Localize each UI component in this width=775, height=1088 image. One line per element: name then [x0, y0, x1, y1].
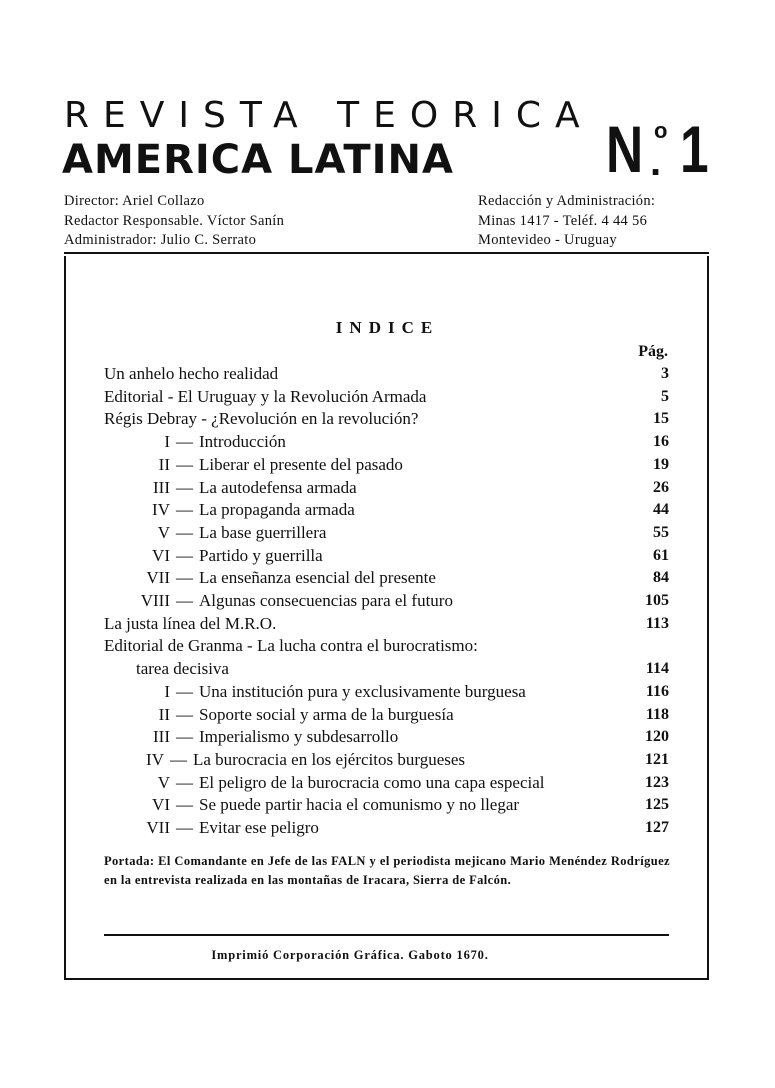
- toc-entry: [104, 704, 669, 727]
- toc-entry: [104, 454, 669, 477]
- toc-entry-page: 26: [653, 478, 669, 496]
- toc-entry-label: [104, 749, 629, 772]
- masthead-title: AMERICA LATINA: [62, 137, 454, 183]
- toc-entry-dash: —: [176, 477, 193, 497]
- toc-entry: [104, 794, 669, 817]
- toc-entry-title: Régis Debray - ¿Revolución en la revolución?: [104, 409, 419, 429]
- table-of-contents: [104, 363, 669, 840]
- toc-entry-dash: —: [170, 749, 187, 769]
- editor-line: Redactor Responsable. Víctor Sanín: [64, 212, 285, 229]
- toc-entry-page: 113: [645, 614, 669, 632]
- toc-entry-title: Partido y guerrilla: [199, 545, 323, 565]
- toc-entry-title: Liberar el presente del pasado: [199, 454, 403, 474]
- printer-credit: Imprimió Corporación Gráfica. Gaboto 1670.: [211, 948, 489, 962]
- toc-entry-title: Se puede partir hacia el comunismo y no llegar: [199, 795, 520, 815]
- toc-entry: [104, 772, 669, 795]
- toc-entry-numeral: III: [153, 727, 170, 747]
- toc-entry-numeral: II: [158, 454, 170, 474]
- toc-entry-page: 5: [661, 387, 669, 405]
- toc-entry-dash: —: [176, 591, 193, 611]
- issue-prefix: N: [606, 112, 642, 186]
- toc-entry-label: [104, 454, 629, 477]
- toc-entry-numeral: V: [157, 772, 170, 792]
- toc-entry-page: 105: [645, 592, 669, 610]
- toc-entry-page: 55: [653, 523, 669, 541]
- toc-entry-page: 116: [645, 682, 669, 700]
- toc-entry-label: [104, 545, 629, 568]
- toc-entry-label: [104, 386, 629, 409]
- toc-entry-label: [104, 704, 629, 727]
- toc-entry-title-continued: tarea decisiva: [136, 659, 229, 679]
- toc-entry-label: [104, 567, 629, 590]
- toc-entry-label: [104, 613, 629, 636]
- toc-entry: [104, 386, 669, 409]
- toc-entry-page: 120: [645, 728, 669, 746]
- toc-entry-label: [104, 772, 629, 795]
- toc-entry-title: Imperialismo y subdesarrollo: [199, 727, 399, 747]
- toc-entry-title: La autodefensa armada: [199, 477, 357, 497]
- toc-entry-page: 127: [645, 819, 669, 837]
- office-city: Montevideo - Uruguay: [478, 232, 617, 248]
- toc-entry-title: Algunas consecuencias para el futuro: [199, 591, 453, 611]
- toc-entry: [104, 726, 669, 749]
- toc-entry: [104, 681, 669, 704]
- office-phone: Minas 1417 - Teléf. 4 44 56: [478, 212, 648, 229]
- toc-entry: [104, 545, 669, 568]
- caption-rule: [104, 934, 669, 936]
- toc-entry-numeral: I: [164, 432, 170, 452]
- administrator-line: Administrador: Julio C. Serrato: [64, 232, 257, 248]
- toc-entry-dash: —: [176, 727, 193, 747]
- toc-entry-label: [104, 817, 629, 840]
- toc-entry-numeral: VII: [146, 818, 170, 838]
- toc-entry-page: 121: [645, 750, 669, 768]
- frame-top-rule: [64, 252, 709, 254]
- toc-entry-page: 118: [645, 705, 669, 723]
- toc-entry-dash: —: [176, 704, 193, 724]
- toc-entry-label: [104, 477, 629, 500]
- toc-entry-numeral: I: [164, 681, 170, 701]
- toc-entry-numeral: VI: [152, 795, 170, 815]
- toc-entry-title: El peligro de la burocracia como una capa especial: [199, 772, 545, 792]
- toc-entry-dash: —: [176, 500, 193, 520]
- index-heading: INDICE: [335, 318, 440, 337]
- staff-credits: [64, 192, 284, 251]
- toc-entry: [104, 613, 669, 636]
- masthead-subtitle: REVISTA TEORICA: [64, 95, 594, 136]
- frame-left-rule: [64, 256, 66, 978]
- toc-entry-dash: —: [176, 681, 193, 701]
- toc-entry: [104, 477, 669, 500]
- toc-entry-dash: —: [176, 522, 193, 542]
- toc-entry-title: Soporte social y arma de la burguesía: [199, 704, 454, 724]
- toc-entry-label: [104, 635, 629, 680]
- director-line: Director: Ariel Collazo: [64, 193, 205, 209]
- toc-entry-numeral: VIII: [140, 591, 170, 611]
- toc-entry: [104, 431, 669, 454]
- toc-entry-page: 19: [653, 455, 669, 473]
- office-heading: Redacción y Administración:: [478, 193, 656, 209]
- toc-entry-dash: —: [176, 432, 193, 452]
- toc-entry-dash: —: [176, 545, 193, 565]
- cover-caption: Portada: El Comandante en Jefe de las FALN y el periodista mejicano Mario Menéndez Rodríguez en la entrevista realizada en las montañas de Iracara, Sierra de Falcón.: [104, 854, 670, 887]
- toc-entry-title: Editorial - El Uruguay y la Revolución Armada: [104, 386, 427, 406]
- toc-entry-page: 15: [653, 410, 669, 428]
- toc-entry: [104, 408, 669, 431]
- page-column-label: Pág.: [638, 343, 668, 360]
- toc-entry-title: Introducción: [199, 432, 286, 452]
- toc-entry-title: La propaganda armada: [199, 500, 355, 520]
- toc-entry-numeral: V: [157, 522, 170, 542]
- issue-degree: o: [654, 118, 668, 143]
- toc-entry: [104, 499, 669, 522]
- issue-number: [606, 112, 709, 186]
- toc-entry-title: La base guerrillera: [199, 522, 327, 542]
- toc-entry-page: 84: [653, 569, 669, 587]
- toc-entry-dash: —: [176, 454, 193, 474]
- toc-entry-dash: —: [176, 772, 193, 792]
- toc-entry-title: La justa línea del M.R.O.: [104, 613, 277, 633]
- toc-entry-dash: —: [176, 818, 193, 838]
- toc-entry-page: 125: [645, 796, 669, 814]
- toc-entry-page: 3: [661, 365, 669, 382]
- toc-entry-numeral: VII: [146, 568, 170, 588]
- toc-entry-title: Un anhelo hecho realidad: [104, 364, 279, 383]
- toc-entry-numeral: IV: [146, 749, 164, 769]
- toc-entry-label: [104, 794, 629, 817]
- toc-entry-title: Editorial de Granma - La lucha contra el burocratismo:: [104, 636, 478, 656]
- toc-entry-page: 123: [645, 773, 669, 791]
- office-address: [478, 192, 655, 251]
- toc-entry-page: 16: [653, 433, 669, 451]
- toc-entry-numeral: IV: [152, 500, 170, 520]
- frame-right-rule: [707, 256, 709, 978]
- toc-entry-label: [104, 499, 629, 522]
- issue-dot: .: [650, 140, 662, 184]
- toc-entry-numeral: VI: [152, 545, 170, 565]
- toc-entry: [104, 635, 669, 680]
- toc-entry-dash: —: [176, 795, 193, 815]
- toc-entry-title: La burocracia en los ejércitos burgueses: [193, 749, 466, 769]
- toc-entry-dash: —: [176, 568, 193, 588]
- toc-entry: [104, 567, 669, 590]
- issue-value: 1: [680, 112, 709, 186]
- toc-entry-label: [104, 726, 629, 749]
- toc-entry-numeral: III: [153, 477, 170, 497]
- toc-entry-title: Evitar ese peligro: [199, 818, 319, 838]
- toc-entry: [104, 363, 669, 386]
- toc-entry-label: [104, 522, 629, 545]
- toc-entry-label: [104, 431, 629, 454]
- toc-entry-page: 114: [645, 660, 669, 678]
- frame-bottom-rule: [64, 978, 709, 980]
- toc-entry-numeral: II: [158, 704, 170, 724]
- toc-entry-label: [104, 363, 629, 386]
- toc-entry-title: Una institución pura y exclusivamente burguesa: [199, 681, 526, 701]
- toc-entry: [104, 590, 669, 613]
- toc-entry-label: [104, 408, 629, 431]
- toc-entry-label: [104, 681, 629, 704]
- toc-entry-page: 61: [653, 546, 669, 564]
- toc-entry-title: La enseñanza esencial del presente: [199, 568, 436, 588]
- toc-entry-page: 44: [653, 501, 669, 519]
- toc-entry: [104, 749, 669, 772]
- toc-entry: [104, 817, 669, 840]
- toc-entry-label: [104, 590, 629, 613]
- toc-entry: [104, 522, 669, 545]
